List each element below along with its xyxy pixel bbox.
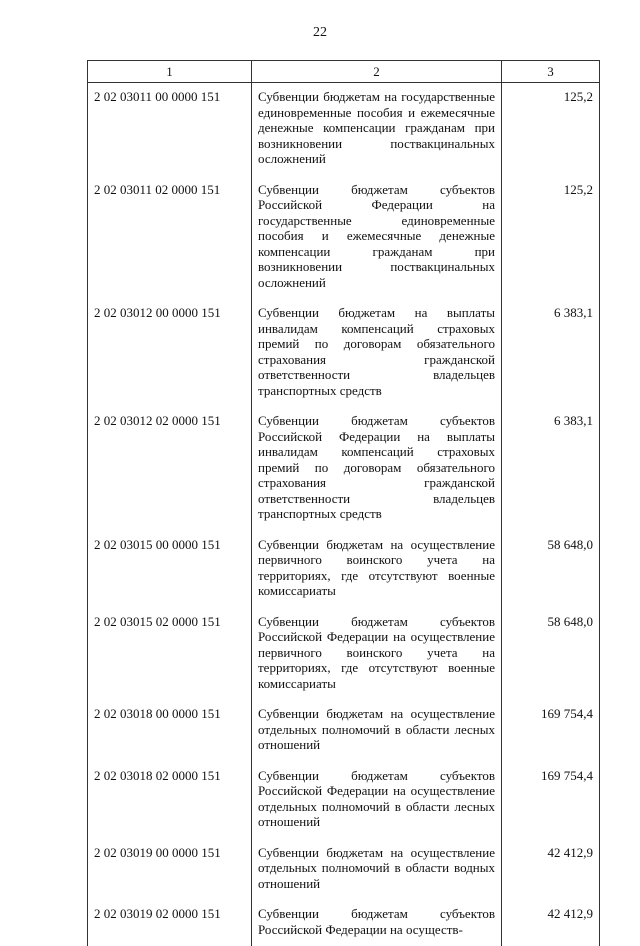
row-code: 2 02 03019 00 0000 151 <box>88 839 252 901</box>
column-header-name: 2 <box>252 61 502 83</box>
row-amount: 58 648,0 <box>502 608 600 701</box>
row-amount: 125,2 <box>502 83 600 176</box>
row-code: 2 02 03012 02 0000 151 <box>88 407 252 531</box>
column-header-code: 1 <box>88 61 252 83</box>
table-row <box>88 608 600 701</box>
row-name: Субвенции бюджетам субъектов Российской Федерации на выплаты инвалидам компенсаций страховых премий по договорам обязательного страхования гражданской ответственности владельцев транспортных средств <box>252 407 502 531</box>
table-header-row <box>88 61 600 83</box>
row-code: 2 02 03011 00 0000 151 <box>88 83 252 176</box>
row-code: 2 02 03015 02 0000 151 <box>88 608 252 701</box>
table-row <box>88 299 600 407</box>
row-code: 2 02 03012 00 0000 151 <box>88 299 252 407</box>
table-row <box>88 407 600 531</box>
row-amount: 6 383,1 <box>502 299 600 407</box>
table-row <box>88 839 600 901</box>
row-name: Субвенции бюджетам на осуществление первичного воинского учета на территориях, где отсутствуют военные комиссариаты <box>252 531 502 608</box>
row-amount: 6 383,1 <box>502 407 600 531</box>
row-amount: 125,2 <box>502 176 600 300</box>
row-code: 2 02 03019 02 0000 151 <box>88 900 252 946</box>
table-row <box>88 531 600 608</box>
row-name: Субвенции бюджетам субъектов Российской Федерации на осуществление отдельных полномочий в области лесных отношений <box>252 762 502 839</box>
budget-table <box>87 60 600 946</box>
row-code: 2 02 03015 00 0000 151 <box>88 531 252 608</box>
row-code: 2 02 03011 02 0000 151 <box>88 176 252 300</box>
row-amount: 58 648,0 <box>502 531 600 608</box>
table-row <box>88 83 600 176</box>
row-amount: 169 754,4 <box>502 700 600 762</box>
row-name: Субвенции бюджетам субъектов Российской Федерации на осуществ- <box>252 900 502 946</box>
table-row <box>88 762 600 839</box>
row-code: 2 02 03018 00 0000 151 <box>88 700 252 762</box>
row-name: Субвенции бюджетам на осуществление отдельных полномочий в области лесных отношений <box>252 700 502 762</box>
row-name: Субвенции бюджетам субъектов Российской Федерации на государственные единовременные пособия и ежемесячные денежные компенсации гражданам при возникновении поствакцинальных осложнений <box>252 176 502 300</box>
table-row <box>88 900 600 946</box>
page-number: 22 <box>313 25 327 40</box>
row-amount: 169 754,4 <box>502 762 600 839</box>
row-amount: 42 412,9 <box>502 900 600 946</box>
table-row <box>88 700 600 762</box>
row-code: 2 02 03018 02 0000 151 <box>88 762 252 839</box>
table-row <box>88 176 600 300</box>
row-name: Субвенции бюджетам на выплаты инвалидам компенсаций страховых премий по договорам обязательного страхования гражданской ответственности владельцев транспортных средств <box>252 299 502 407</box>
row-amount: 42 412,9 <box>502 839 600 901</box>
row-name: Субвенции бюджетам на осуществление отдельных полномочий в области водных отношений <box>252 839 502 901</box>
row-name: Субвенции бюджетам на государственные единовременные пособия и ежемесячные денежные компенсации гражданам при возникновении поствакцинальных осложнений <box>252 83 502 176</box>
column-header-amount: 3 <box>502 61 600 83</box>
row-name: Субвенции бюджетам субъектов Российской Федерации на осуществление первичного воинского учета на территориях, где отсутствуют военные комиссариаты <box>252 608 502 701</box>
